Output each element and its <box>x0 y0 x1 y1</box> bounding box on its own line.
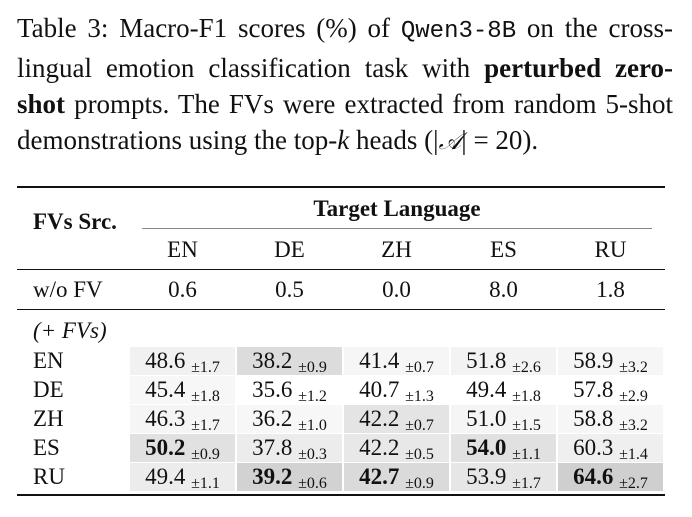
cell-de-de <box>237 376 342 404</box>
column-header-en: EN <box>167 237 198 262</box>
cell-de-zh <box>344 376 449 404</box>
cell-std: ±1.5 <box>512 417 541 434</box>
cell-std: ±0.5 <box>405 446 434 463</box>
cell-std: ±3.2 <box>619 359 648 376</box>
cell-value: 58.8 <box>573 406 614 431</box>
cell-es-ru <box>558 434 663 462</box>
cell-value: 53.9 <box>466 464 507 489</box>
column-header-es: ES <box>490 237 517 262</box>
cell-value: 57.8 <box>573 377 614 402</box>
cell-ru-en <box>130 463 235 491</box>
cell-std: ±2.6 <box>512 359 541 376</box>
cell-std: ±2.7 <box>619 475 648 492</box>
cell-std: ±2.9 <box>619 388 648 405</box>
cell-std: ±0.3 <box>298 446 327 463</box>
caption-set-a: 𝒜 <box>438 127 462 155</box>
cell-en-en <box>130 347 235 375</box>
cell-value: 35.6 <box>252 377 293 402</box>
cell-value: 60.3 <box>573 435 614 460</box>
cell-value: 42.7 <box>359 464 400 489</box>
cell-value: 38.2 <box>252 348 293 373</box>
cell-ru-de <box>237 463 342 491</box>
caption-k: k <box>337 125 350 155</box>
table-bottom-rule <box>17 494 665 496</box>
cell-value: 41.4 <box>359 348 400 373</box>
baseline-value-en: 0.6 <box>168 277 197 302</box>
cell-value: 64.6 <box>573 464 614 489</box>
cell-zh-de <box>237 405 342 433</box>
cell-es-de <box>237 434 342 462</box>
cell-zh-es <box>451 405 556 433</box>
cell-zh-zh <box>344 405 449 433</box>
row-header-title: FVs Src. <box>33 209 117 234</box>
caption-label: Table 3: <box>17 13 109 43</box>
caption-bold-text: perturbed zero-shot <box>17 53 673 119</box>
cell-value: 42.2 <box>359 435 400 460</box>
cell-value: 45.4 <box>145 377 186 402</box>
cell-value: 39.2 <box>252 464 293 489</box>
cell-value: 48.6 <box>145 348 186 373</box>
cell-value: 50.2 <box>145 435 186 460</box>
header-bottom-rule <box>17 269 665 270</box>
row-label-ru: RU <box>33 464 65 489</box>
baseline-value-zh: 0.0 <box>382 277 411 302</box>
cell-value: 42.2 <box>359 406 400 431</box>
cell-std: ±0.6 <box>298 475 327 492</box>
caption-text-5: | = 20). <box>461 125 539 155</box>
caption-text-4: heads (| <box>355 125 439 155</box>
cell-ru-es <box>451 463 556 491</box>
cell-std: ±0.9 <box>298 359 327 376</box>
column-header-ru: RU <box>594 237 627 262</box>
cell-std: ±1.4 <box>619 446 648 463</box>
cell-std: ±1.8 <box>191 388 220 405</box>
cell-value: 51.8 <box>466 348 507 373</box>
caption-text-2: on the cross-lingual emotion classification task with <box>17 13 673 83</box>
cell-std: ±3.2 <box>619 417 648 434</box>
column-header-zh: ZH <box>381 237 412 262</box>
cell-std: ±0.9 <box>405 475 434 492</box>
cell-zh-ru <box>558 405 663 433</box>
baseline-bottom-rule <box>17 309 665 310</box>
group-header: Target Language <box>313 196 481 221</box>
cell-value: 51.0 <box>466 406 507 431</box>
cell-std: ±1.7 <box>191 359 220 376</box>
cell-std: ±0.7 <box>405 417 434 434</box>
baseline-value-de: 0.5 <box>275 277 304 302</box>
cell-std: ±0.7 <box>405 359 434 376</box>
caption-text-3: prompts. The FVs were extracted from random 5-shot demonstrations using the top- <box>17 89 673 155</box>
caption-text-1: Macro-F1 scores (%) of <box>119 13 391 43</box>
cell-std: ±1.7 <box>191 417 220 434</box>
cell-std: ±1.3 <box>405 388 434 405</box>
cell-de-ru <box>558 376 663 404</box>
section-label: (+ FVs) <box>33 318 107 343</box>
baseline-value-es: 8.0 <box>489 277 518 302</box>
cell-es-zh <box>344 434 449 462</box>
cell-std: ±1.1 <box>512 446 541 463</box>
cell-value: 46.3 <box>145 406 186 431</box>
cell-value: 37.8 <box>252 435 293 460</box>
caption-model-name: Qwen3-8B <box>400 18 517 45</box>
cell-en-zh <box>344 347 449 375</box>
row-label-en: EN <box>33 348 64 373</box>
row-label-es: ES <box>33 435 60 460</box>
cell-value: 40.7 <box>359 377 400 402</box>
table-top-rule <box>17 186 665 188</box>
row-label-de: DE <box>33 377 64 402</box>
cell-std: ±1.0 <box>298 417 327 434</box>
cell-std: ±1.1 <box>191 475 220 492</box>
cell-ru-ru <box>558 463 663 491</box>
cell-en-es <box>451 347 556 375</box>
baseline-value-ru: 1.8 <box>596 277 625 302</box>
cell-value: 49.4 <box>145 464 186 489</box>
cell-std: ±1.2 <box>298 388 327 405</box>
column-header-de: DE <box>274 237 305 262</box>
cell-de-en <box>130 376 235 404</box>
cell-es-es <box>451 434 556 462</box>
cell-value: 49.4 <box>466 377 507 402</box>
cell-value: 58.9 <box>573 348 614 373</box>
cell-es-en <box>130 434 235 462</box>
cell-std: ±0.9 <box>191 446 220 463</box>
table-caption <box>17 10 673 159</box>
cell-en-ru <box>558 347 663 375</box>
cell-value: 36.2 <box>252 406 293 431</box>
cell-std: ±1.8 <box>512 388 541 405</box>
cell-zh-en <box>130 405 235 433</box>
cell-de-es <box>451 376 556 404</box>
cell-en-de <box>237 347 342 375</box>
baseline-label: w/o FV <box>33 277 103 302</box>
row-label-zh: ZH <box>33 406 64 431</box>
group-header-rule <box>142 228 652 229</box>
cell-value: 54.0 <box>466 435 507 460</box>
cell-ru-zh <box>344 463 449 491</box>
cell-std: ±1.7 <box>512 475 541 492</box>
